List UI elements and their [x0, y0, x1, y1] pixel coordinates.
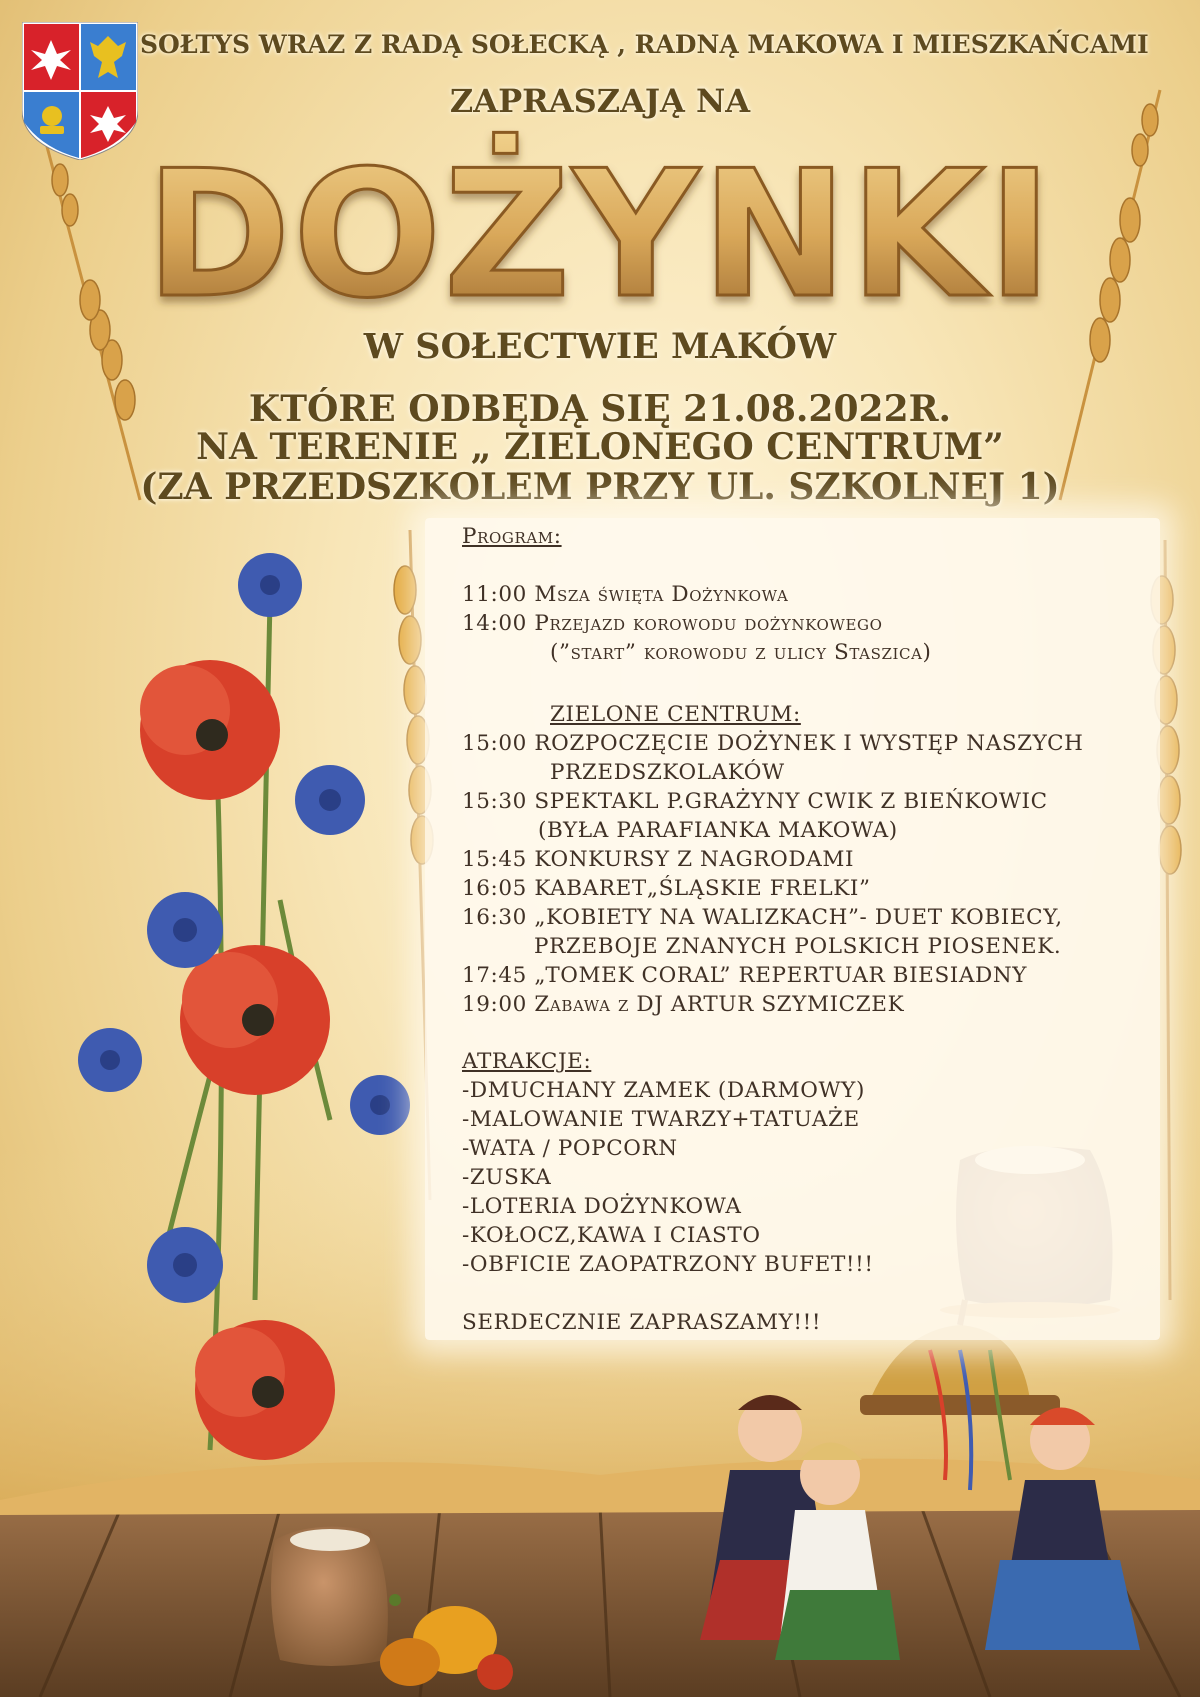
program-heading: Program:	[462, 524, 562, 549]
attractions-heading: ATRAKCJE:	[462, 1049, 592, 1074]
location-line: W SOŁECTWIE MAKÓW	[363, 326, 837, 367]
green-center-item: PRZEDSZKOLAKÓW	[550, 760, 785, 785]
attraction-item: -LOTERIA DOŻYNKOWA	[462, 1194, 742, 1219]
date-line: KTÓRE ODBĘDĄ SIĘ 21.08.2022R.	[248, 388, 952, 430]
program-item: 14:00 Przejazd korowodu dożynkowego	[462, 611, 883, 636]
program-item: (”start” korowodu z ulicy Staszica)	[550, 640, 932, 665]
green-center-item: 16:05 KABARET„ŚLĄSKIE FRELKI”	[462, 876, 871, 901]
attraction-item: -MALOWANIE TWARZY+TATUAŻE	[462, 1107, 860, 1132]
attraction-item: -OBFICIE ZAOPATRZONY BUFET!!!	[462, 1252, 874, 1277]
closing-line: SERDECZNIE ZAPRASZAMY!!!	[462, 1310, 822, 1335]
green-center-item: 15:00 ROZPOCZĘCIE DOŻYNEK I WYSTĘP NASZYCH	[462, 731, 1084, 756]
attraction-item: -ZUSKA	[462, 1165, 552, 1190]
green-center-item: 15:30 SPEKTAKL P.GRAŻYNY CWIK Z BIEŃKOWIC	[462, 789, 1048, 814]
invitation-line: ZAPRASZAJĄ NA	[449, 82, 751, 120]
green-center-item: 15:45 KONKURSY Z NAGRODAMI	[462, 847, 855, 872]
attraction-item: -WATA / POPCORN	[462, 1136, 678, 1161]
grain-sack-icon	[271, 1527, 388, 1666]
poppy-icon	[140, 660, 280, 800]
green-center-item: 17:45 „TOMEK CORAL” REPERTUAR BIESIADNY	[462, 963, 1028, 988]
poppy-icon	[180, 945, 330, 1095]
attraction-item: -KOŁOCZ,KAWA I CIASTO	[462, 1223, 761, 1248]
green-center-heading: ZIELONE CENTRUM:	[550, 702, 801, 727]
event-title	[100, 125, 1100, 325]
poppy-icon	[195, 1320, 335, 1460]
green-center-item: PRZEBOJE ZNANYCH POLSKICH PIOSENEK.	[534, 934, 1062, 959]
title-text: DOŻYNKI	[145, 134, 1055, 325]
venue-line: NA TERENIE „ ZIELONEGO CENTRUM”	[196, 426, 1004, 468]
program-item: 11:00 Msza święta Dożynkowa	[462, 582, 789, 607]
organizers-line: SOŁTYS WRAZ Z RADĄ SOŁECKĄ , RADNĄ MAKOWA I MIESZKAŃCAMI	[140, 30, 1149, 59]
attraction-item: -DMUCHANY ZAMEK (DARMOWY)	[462, 1078, 865, 1103]
green-center-item: 16:30 „KOBIETY NA WALIZKACH”- DUET KOBIECY,	[462, 905, 1063, 930]
green-center-item: 19:00 Zabawa z DJ ARTUR SZYMICZEK	[462, 992, 905, 1017]
address-line: (ZA PRZEDSZKOLEM PRZY UL. SZKOLNEJ 1)	[140, 466, 1060, 508]
green-center-item: (BYŁA PARAFIANKA MAKOWA)	[538, 818, 898, 843]
